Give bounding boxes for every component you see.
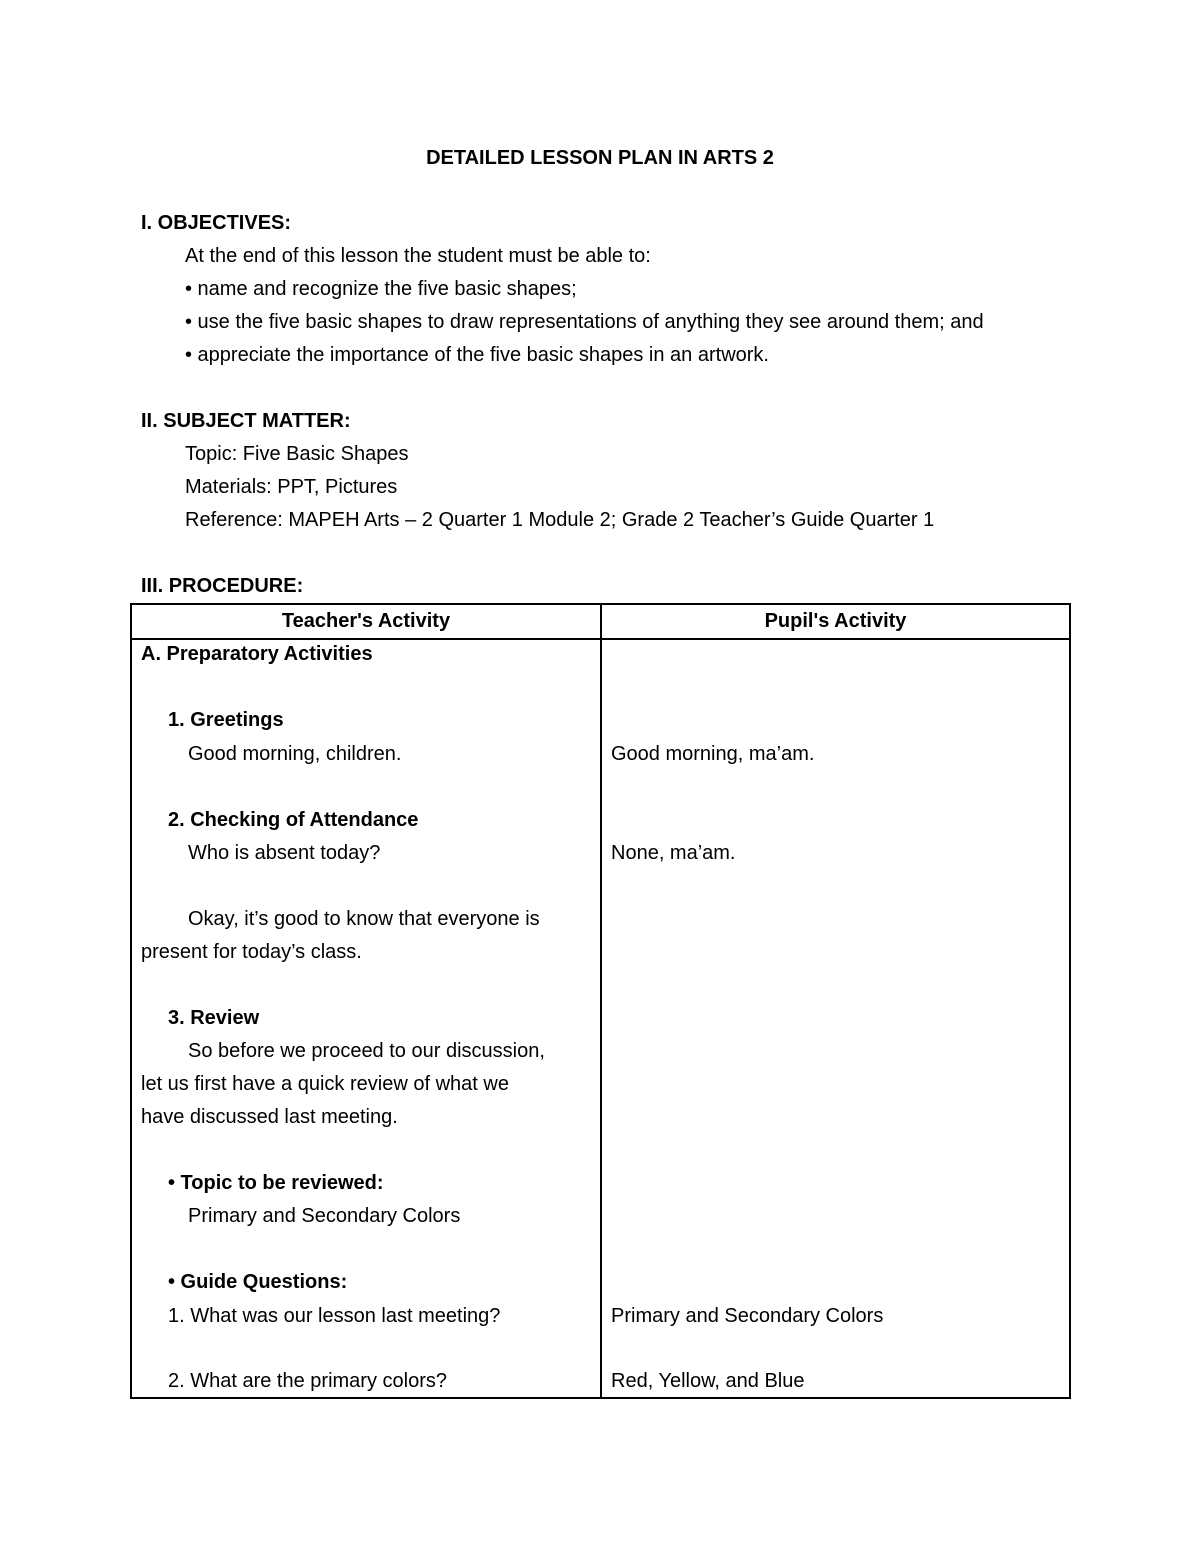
guide-answer: Red, Yellow, and Blue	[611, 1370, 805, 1392]
attendance-note: Okay, it’s good to know that everyone is	[188, 908, 540, 930]
attendance-note: present for today’s class.	[141, 941, 362, 963]
topic-review-label: • Topic to be reviewed:	[168, 1172, 384, 1194]
objective-item: • use the five basic shapes to draw representations of anything they see around them; and	[185, 311, 984, 333]
objectives-heading: I. OBJECTIVES:	[141, 212, 292, 234]
guide-question: 2. What are the primary colors?	[168, 1370, 447, 1392]
procedure-heading: III. PROCEDURE:	[141, 575, 304, 597]
objective-item: • name and recognize the five basic shapes;	[185, 278, 577, 300]
guide-questions-label: • Guide Questions:	[168, 1271, 348, 1293]
objectives-intro: At the end of this lesson the student must be able to:	[185, 245, 651, 267]
guide-answer: Primary and Secondary Colors	[611, 1305, 884, 1327]
review-text: have discussed last meeting.	[141, 1106, 398, 1128]
subject-topic: Topic: Five Basic Shapes	[185, 443, 409, 465]
review-title: 3. Review	[168, 1007, 260, 1029]
preparatory-activities-label: A. Preparatory Activities	[141, 643, 373, 665]
greetings-teacher-line: Good morning, children.	[188, 743, 402, 765]
table-header-divider	[132, 638, 1069, 640]
attendance-teacher-line: Who is absent today?	[188, 842, 381, 864]
greetings-pupil-response: Good morning, ma’am.	[611, 743, 815, 765]
table-column-divider	[600, 605, 602, 1397]
guide-question: 1. What was our lesson last meeting?	[168, 1305, 501, 1327]
subject-reference: Reference: MAPEH Arts – 2 Quarter 1 Module 2; Grade 2 Teacher’s Guide Quarter 1	[185, 509, 935, 531]
objective-item: • appreciate the importance of the five basic shapes in an artwork.	[185, 344, 769, 366]
document-title: DETAILED LESSON PLAN IN ARTS 2	[426, 147, 774, 169]
greetings-title: 1. Greetings	[168, 709, 284, 731]
column-header-pupil: Pupil's Activity	[764, 610, 907, 632]
topic-review-value: Primary and Secondary Colors	[188, 1205, 461, 1227]
column-header-teacher: Teacher's Activity	[281, 610, 451, 632]
attendance-pupil-response: None, ma’am.	[611, 842, 736, 864]
subject-materials: Materials: PPT, Pictures	[185, 476, 398, 498]
review-text: So before we proceed to our discussion,	[188, 1040, 545, 1062]
review-text: let us first have a quick review of what we	[141, 1073, 509, 1095]
subject-matter-heading: II. SUBJECT MATTER:	[141, 410, 351, 432]
attendance-title: 2. Checking of Attendance	[168, 809, 419, 831]
